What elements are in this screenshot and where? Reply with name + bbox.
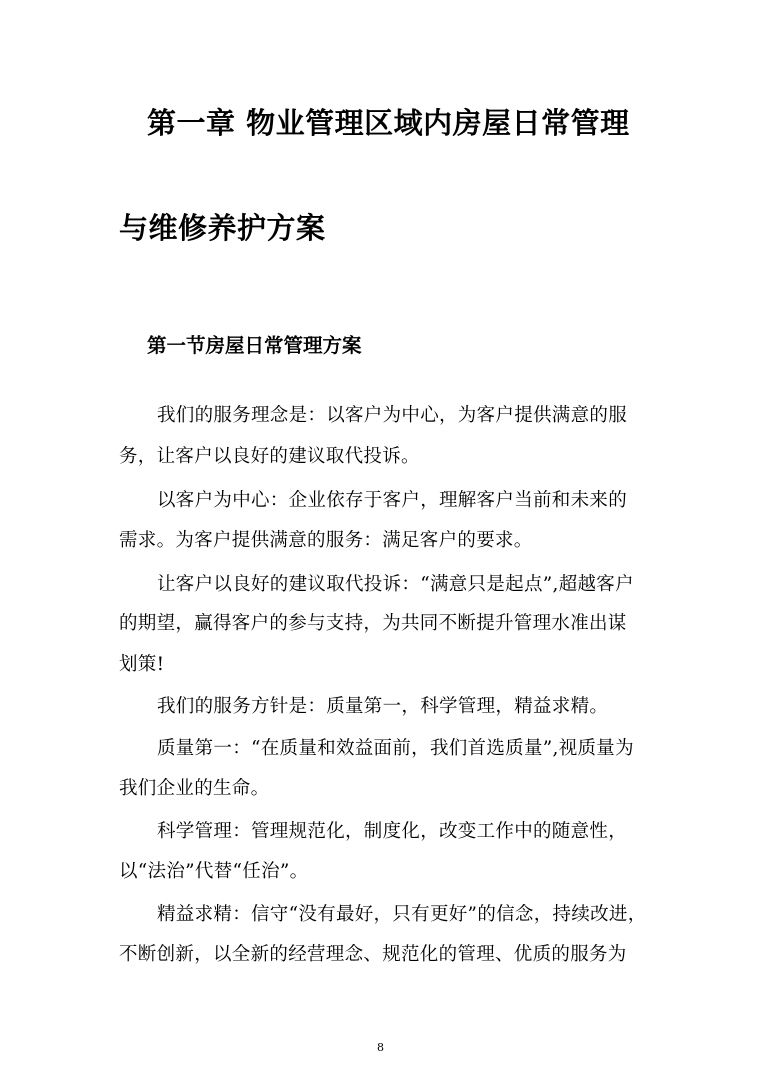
page-number: 8	[377, 1041, 384, 1054]
paragraph-line: 不断创新，以全新的经营理念、规范化的管理、优质的服务为	[119, 944, 627, 965]
paragraph-line: 我们企业的生命。	[119, 778, 270, 799]
paragraph-line: 的期望，赢得客户的参与支持，为共同不断提升管理水准出谋	[119, 613, 627, 634]
paragraph-line: 我们的服务理念是：以客户为中心，为客户提供满意的服	[157, 405, 628, 426]
paragraph-line: 我们的服务方针是：质量第一，科学管理，精益求精。	[157, 696, 609, 717]
paragraph-line: 让客户以良好的建议取代投诉：“满意只是起点”,超越客户	[157, 574, 634, 595]
paragraph-line: 以“法治”代替“任治”。	[119, 861, 309, 882]
paragraph-line: 务，让客户以良好的建议取代投诉。	[119, 446, 420, 467]
paragraph-line: 以客户为中心：企业依存于客户，理解客户当前和未来的	[157, 490, 628, 511]
paragraph-line: 精益求精：信守“没有最好，只有更好”的信念，持续改进，	[157, 904, 647, 925]
paragraph-line: 科学管理：管理规范化，制度化，改变工作中的随意性，	[157, 821, 628, 842]
chapter-title-line-2: 与维修养护方案	[119, 211, 326, 245]
section-title: 第一节房屋日常管理方案	[147, 334, 362, 357]
chapter-title-line-1: 第一章 物业管理区域内房屋日常管理	[147, 106, 630, 140]
paragraph-line: 质量第一：“在质量和效益面前，我们首选质量”,视质量为	[157, 738, 634, 759]
paragraph-line: 需求。为客户提供满意的服务：满足客户的要求。	[119, 530, 533, 551]
paragraph-line: 划策!	[119, 654, 165, 675]
